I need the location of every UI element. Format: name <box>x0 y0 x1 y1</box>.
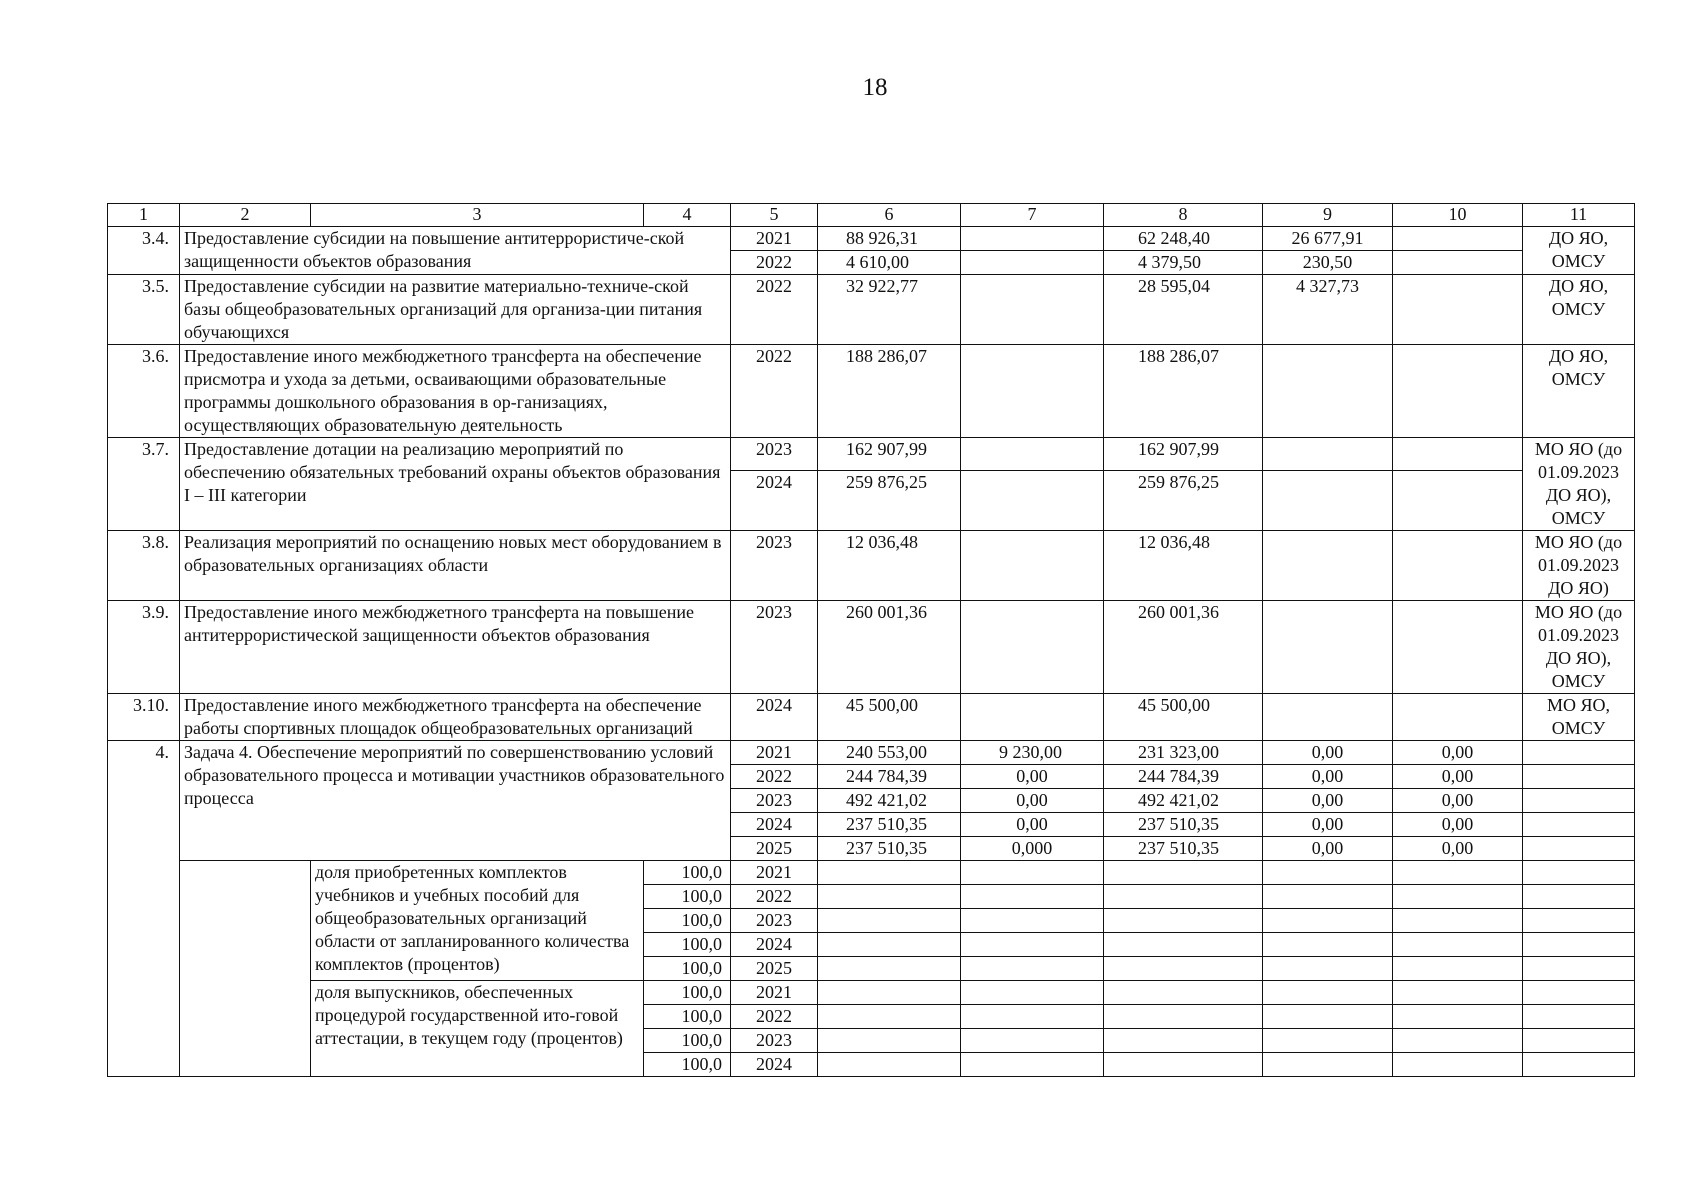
amount-col9: 26 677,91 <box>1263 227 1393 251</box>
row-number: 3.9. <box>108 601 180 694</box>
amount-col10: 0,00 <box>1393 813 1523 837</box>
row-description: Предоставление субсидии на повышение антитеррористиче-ской защищенности объектов образования <box>180 227 731 275</box>
row-description: Предоставление иного межбюджетного трансферта на повышение антитеррористической защищенности объектов образования <box>180 601 731 694</box>
empty-cell <box>1263 933 1393 957</box>
row-number: 4. <box>108 741 180 1077</box>
empty-cell <box>1104 1005 1263 1029</box>
amount-col9 <box>1263 438 1393 471</box>
year-cell: 2024 <box>731 1053 818 1077</box>
table-row <box>108 345 1635 438</box>
row-number: 3.10. <box>108 694 180 741</box>
indicator-value: 100,0 <box>644 933 731 957</box>
row-number: 3.7. <box>108 438 180 531</box>
amount-total: 492 421,02 <box>818 789 961 813</box>
empty-cell <box>818 1053 961 1077</box>
year-cell: 2022 <box>731 885 818 909</box>
empty-cell <box>961 981 1104 1005</box>
indicator-blank-cell <box>180 861 311 1077</box>
year-cell: 2021 <box>731 227 818 251</box>
amount-total: 259 876,25 <box>818 471 961 531</box>
amount-total: 240 553,00 <box>818 741 961 765</box>
amount-col7: 0,00 <box>961 813 1104 837</box>
amount-col7 <box>961 471 1104 531</box>
amount-col8: 45 500,00 <box>1104 694 1263 741</box>
amount-col9 <box>1263 694 1393 741</box>
col-header-4: 4 <box>644 204 731 227</box>
row-description: Задача 4. Обеспечение мероприятий по совершенствованию условий образовательного процесса и мотивации участников образовательного процесса <box>180 741 731 861</box>
empty-cell <box>961 1029 1104 1053</box>
amount-col10 <box>1393 227 1523 251</box>
indicator-value: 100,0 <box>644 1053 731 1077</box>
responsible-cell: ДО ЯО, ОМСУ <box>1523 345 1635 438</box>
indicator-description: доля выпускников, обеспеченных процедурой государственной ито-говой аттестации, в текущем году (процентов) <box>311 981 644 1077</box>
empty-cell <box>1523 885 1635 909</box>
row-number: 3.8. <box>108 531 180 601</box>
indicator-value: 100,0 <box>644 885 731 909</box>
amount-col7 <box>961 601 1104 694</box>
amount-total: 188 286,07 <box>818 345 961 438</box>
empty-cell <box>1393 861 1523 885</box>
amount-col8: 237 510,35 <box>1104 813 1263 837</box>
empty-cell <box>1523 1005 1635 1029</box>
amount-col7 <box>961 531 1104 601</box>
year-cell: 2022 <box>731 275 818 345</box>
year-cell: 2023 <box>731 531 818 601</box>
amount-total: 244 784,39 <box>818 765 961 789</box>
row-description: Предоставление дотации на реализацию мероприятий по обеспечению обязательных требований охраны объектов образования I – III категории <box>180 438 731 531</box>
empty-cell <box>1104 933 1263 957</box>
empty-cell <box>961 1053 1104 1077</box>
table-row <box>108 741 1635 765</box>
amount-col7: 0,000 <box>961 837 1104 861</box>
table-header-row <box>108 204 1635 227</box>
col-header-6: 6 <box>818 204 961 227</box>
amount-col10: 0,00 <box>1393 765 1523 789</box>
responsible-cell: ДО ЯО, ОМСУ <box>1523 227 1635 275</box>
col-header-10: 10 <box>1393 204 1523 227</box>
responsible-cell <box>1523 765 1635 789</box>
responsible-cell <box>1523 837 1635 861</box>
year-cell: 2023 <box>731 789 818 813</box>
amount-col7: 0,00 <box>961 765 1104 789</box>
empty-cell <box>1523 861 1635 885</box>
col-header-2: 2 <box>180 204 311 227</box>
empty-cell <box>818 933 961 957</box>
row-number: 3.4. <box>108 227 180 275</box>
table-row <box>108 438 1635 471</box>
year-cell: 2023 <box>731 601 818 694</box>
amount-col10 <box>1393 694 1523 741</box>
responsible-cell <box>1523 741 1635 765</box>
empty-cell <box>961 885 1104 909</box>
empty-cell <box>1393 1029 1523 1053</box>
amount-col9 <box>1263 345 1393 438</box>
amount-col10 <box>1393 251 1523 275</box>
responsible-cell: ДО ЯО, ОМСУ <box>1523 275 1635 345</box>
row-description: Предоставление иного межбюджетного трансферта на обеспечение присмотра и ухода за детьми, осваивающими образовательные программы дошкольного образования в ор-ганизациях, осуществляющих образовательную деятельность <box>180 345 731 438</box>
indicator-value: 100,0 <box>644 909 731 933</box>
responsible-cell: МО ЯО, ОМСУ <box>1523 694 1635 741</box>
empty-cell <box>1104 957 1263 981</box>
empty-cell <box>1523 981 1635 1005</box>
table-row <box>108 531 1635 601</box>
table-row <box>108 227 1635 251</box>
col-header-7: 7 <box>961 204 1104 227</box>
empty-cell <box>1393 909 1523 933</box>
amount-col8: 259 876,25 <box>1104 471 1263 531</box>
year-cell: 2025 <box>731 837 818 861</box>
amount-total: 260 001,36 <box>818 601 961 694</box>
row-description: Реализация мероприятий по оснащению новых мест оборудованием в образовательных организациях области <box>180 531 731 601</box>
year-cell: 2022 <box>731 345 818 438</box>
empty-cell <box>1523 933 1635 957</box>
amount-col10 <box>1393 531 1523 601</box>
year-cell: 2024 <box>731 471 818 531</box>
empty-cell <box>1104 1029 1263 1053</box>
empty-cell <box>1104 885 1263 909</box>
table-row <box>108 275 1635 345</box>
amount-total: 237 510,35 <box>818 837 961 861</box>
amount-col8: 62 248,40 <box>1104 227 1263 251</box>
row-number: 3.5. <box>108 275 180 345</box>
empty-cell <box>818 861 961 885</box>
amount-col8: 162 907,99 <box>1104 438 1263 471</box>
col-header-11: 11 <box>1523 204 1635 227</box>
year-cell: 2025 <box>731 957 818 981</box>
empty-cell <box>961 933 1104 957</box>
empty-cell <box>818 1029 961 1053</box>
amount-total: 32 922,77 <box>818 275 961 345</box>
amount-col8: 188 286,07 <box>1104 345 1263 438</box>
amount-col8: 4 379,50 <box>1104 251 1263 275</box>
amount-col9: 0,00 <box>1263 765 1393 789</box>
col-header-9: 9 <box>1263 204 1393 227</box>
empty-cell <box>1523 1053 1635 1077</box>
amount-col10: 0,00 <box>1393 789 1523 813</box>
year-cell: 2023 <box>731 1029 818 1053</box>
responsible-cell <box>1523 789 1635 813</box>
row-number: 3.6. <box>108 345 180 438</box>
year-cell: 2021 <box>731 741 818 765</box>
year-cell: 2023 <box>731 909 818 933</box>
amount-col7 <box>961 275 1104 345</box>
col-header-8: 8 <box>1104 204 1263 227</box>
empty-cell <box>1263 909 1393 933</box>
amount-total: 237 510,35 <box>818 813 961 837</box>
responsible-cell: МО ЯО (до 01.09.2023 ДО ЯО), ОМСУ <box>1523 438 1635 531</box>
col-header-5: 5 <box>731 204 818 227</box>
responsible-cell <box>1523 813 1635 837</box>
empty-cell <box>1263 981 1393 1005</box>
empty-cell <box>1523 957 1635 981</box>
empty-cell <box>1393 1005 1523 1029</box>
empty-cell <box>1393 981 1523 1005</box>
budget-table <box>107 203 1635 1077</box>
empty-cell <box>1104 1053 1263 1077</box>
amount-col9 <box>1263 601 1393 694</box>
empty-cell <box>1263 861 1393 885</box>
empty-cell <box>961 1005 1104 1029</box>
year-cell: 2024 <box>731 933 818 957</box>
empty-cell <box>1263 1053 1393 1077</box>
amount-col7: 0,00 <box>961 789 1104 813</box>
empty-cell <box>818 1005 961 1029</box>
amount-col7 <box>961 438 1104 471</box>
responsible-cell: МО ЯО (до 01.09.2023 ДО ЯО) <box>1523 531 1635 601</box>
amount-col8: 12 036,48 <box>1104 531 1263 601</box>
empty-cell <box>1263 1029 1393 1053</box>
year-cell: 2022 <box>731 1005 818 1029</box>
empty-cell <box>961 957 1104 981</box>
amount-col9 <box>1263 471 1393 531</box>
amount-col9: 0,00 <box>1263 789 1393 813</box>
amount-col10 <box>1393 345 1523 438</box>
empty-cell <box>1263 885 1393 909</box>
row-description: Предоставление иного межбюджетного трансферта на обеспечение работы спортивных площадок общеобразовательных организаций <box>180 694 731 741</box>
year-cell: 2021 <box>731 981 818 1005</box>
amount-col7 <box>961 227 1104 251</box>
amount-col9: 0,00 <box>1263 813 1393 837</box>
empty-cell <box>1393 957 1523 981</box>
empty-cell <box>1393 933 1523 957</box>
amount-col10 <box>1393 601 1523 694</box>
indicator-row <box>108 861 1635 885</box>
empty-cell <box>1104 981 1263 1005</box>
empty-cell <box>1104 909 1263 933</box>
amount-total: 4 610,00 <box>818 251 961 275</box>
amount-col8: 231 323,00 <box>1104 741 1263 765</box>
amount-col9: 0,00 <box>1263 837 1393 861</box>
empty-cell <box>1393 1053 1523 1077</box>
indicator-value: 100,0 <box>644 1029 731 1053</box>
amount-col10: 0,00 <box>1393 741 1523 765</box>
row-description: Предоставление субсидии на развитие материально-техниче-ской базы общеобразовательных организаций для организа-ции питания обучающихся <box>180 275 731 345</box>
amount-total: 162 907,99 <box>818 438 961 471</box>
col-header-1: 1 <box>108 204 180 227</box>
amount-col7 <box>961 251 1104 275</box>
amount-col8: 244 784,39 <box>1104 765 1263 789</box>
empty-cell <box>961 861 1104 885</box>
empty-cell <box>1263 1005 1393 1029</box>
amount-col10 <box>1393 438 1523 471</box>
table-row <box>108 694 1635 741</box>
year-cell: 2022 <box>731 765 818 789</box>
empty-cell <box>961 909 1104 933</box>
page-number: 18 <box>862 74 888 101</box>
amount-col7: 9 230,00 <box>961 741 1104 765</box>
table-row <box>108 601 1635 694</box>
year-cell: 2022 <box>731 251 818 275</box>
amount-col10: 0,00 <box>1393 837 1523 861</box>
indicator-value: 100,0 <box>644 981 731 1005</box>
year-cell: 2024 <box>731 813 818 837</box>
amount-col9: 230,50 <box>1263 251 1393 275</box>
empty-cell <box>1393 885 1523 909</box>
amount-col9 <box>1263 531 1393 601</box>
indicator-value: 100,0 <box>644 861 731 885</box>
amount-col8: 260 001,36 <box>1104 601 1263 694</box>
year-cell: 2021 <box>731 861 818 885</box>
empty-cell <box>1523 909 1635 933</box>
empty-cell <box>818 981 961 1005</box>
amount-col7 <box>961 694 1104 741</box>
year-cell: 2023 <box>731 438 818 471</box>
empty-cell <box>1104 861 1263 885</box>
amount-total: 45 500,00 <box>818 694 961 741</box>
year-cell: 2024 <box>731 694 818 741</box>
empty-cell <box>818 909 961 933</box>
amount-col8: 28 595,04 <box>1104 275 1263 345</box>
amount-col9: 0,00 <box>1263 741 1393 765</box>
amount-total: 12 036,48 <box>818 531 961 601</box>
amount-col8: 237 510,35 <box>1104 837 1263 861</box>
responsible-cell: МО ЯО (до 01.09.2023 ДО ЯО), ОМСУ <box>1523 601 1635 694</box>
amount-total: 88 926,31 <box>818 227 961 251</box>
empty-cell <box>818 957 961 981</box>
indicator-value: 100,0 <box>644 957 731 981</box>
indicator-row <box>108 981 1635 1005</box>
amount-col10 <box>1393 471 1523 531</box>
amount-col10 <box>1393 275 1523 345</box>
amount-col8: 492 421,02 <box>1104 789 1263 813</box>
empty-cell <box>1523 1029 1635 1053</box>
indicator-value: 100,0 <box>644 1005 731 1029</box>
empty-cell <box>1263 957 1393 981</box>
amount-col9: 4 327,73 <box>1263 275 1393 345</box>
indicator-description: доля приобретенных комплектов учебников и учебных пособий для общеобразовательных организаций области от запланированного количества комплектов (процентов) <box>311 861 644 981</box>
empty-cell <box>818 885 961 909</box>
col-header-3: 3 <box>311 204 644 227</box>
amount-col7 <box>961 345 1104 438</box>
